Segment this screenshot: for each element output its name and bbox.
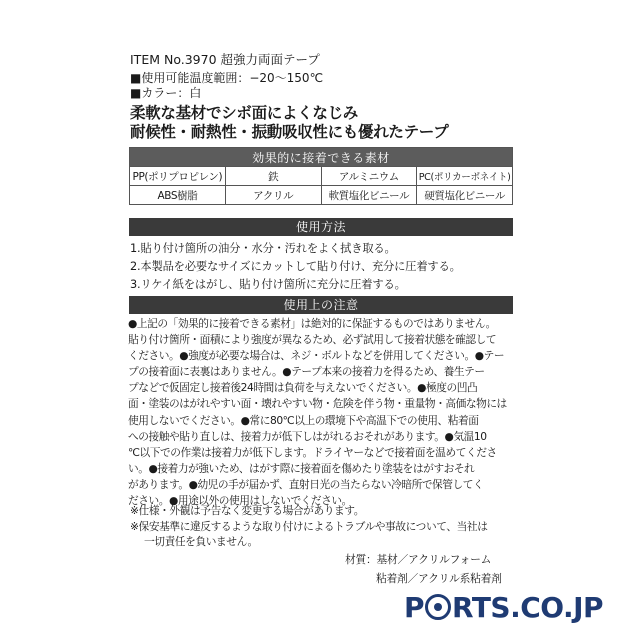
caution-line: い。●接着力が強いため、はがす際に接着面を傷めたり塗装をはがすおそれ <box>128 461 475 475</box>
logo-text-left: P <box>404 591 425 624</box>
table-cell: PC(ポリカーボネイト) <box>417 167 513 186</box>
caution-line: ℃以下での作業は接着力が低下します。ドライヤーなどで接着面を温めてくださ <box>128 445 497 459</box>
table-cell: 軟質塩化ビニール <box>321 186 417 205</box>
table-cell: 鉄 <box>225 167 321 186</box>
caution-line: プの接着面に表裏はありません。●テープ本来の接着力を得るため、養生テー <box>128 365 485 379</box>
usage-section-title: 使用方法 <box>129 218 513 236</box>
caution-section-title: 使用上の注意 <box>129 296 513 314</box>
caution-line: ください。●強度が必要な場合は、ネジ・ボルトなどを併用してください。●テー <box>128 349 505 363</box>
logo-text-right: RTS.CO.JP <box>452 591 604 624</box>
item-title: ITEM No.3970 超強力両面テープ <box>130 52 320 67</box>
table-cell: アルミニウム <box>321 167 417 186</box>
parts-logo <box>404 588 603 628</box>
spec-temperature: ■使用可能温度範囲：−20〜150℃ <box>130 71 324 85</box>
spec-color: ■カラー：白 <box>130 86 202 100</box>
caution-text <box>128 316 515 509</box>
caution-line: ださい。●用途以外の使用はしないでください。 <box>128 494 352 508</box>
materials-table <box>129 147 513 205</box>
table-cell: PP(ポリプロピレン) <box>130 167 226 186</box>
material-base: 材質：基材／アクリルフォーム <box>345 553 492 566</box>
usage-step-1: 1.貼り付け箇所の油分・水分・汚れをよく拭き取る。 <box>130 242 396 255</box>
logo-at-icon <box>425 594 451 620</box>
note-liability-cont: 一切責任を負いません。 <box>144 535 258 548</box>
note-liability: ※保安基準に違反するような取り付けによるトラブルや事故について、当社は <box>130 520 488 533</box>
table-cell: 硬質塩化ビニール <box>417 186 513 205</box>
table-row <box>130 186 513 205</box>
materials-table-title: 効果的に接着できる素材 <box>130 148 513 167</box>
headline-line-1: 柔軟な基材でシボ面によくなじみ <box>130 104 359 122</box>
caution-line: があります。●幼児の手が届かず、直射日光の当たらない冷暗所で保管してく <box>128 477 484 491</box>
caution-line: ●上記の「効果的に接着できる素材」は絶対的に保証するものではありません。 <box>128 317 496 330</box>
caution-line: 面・塗装のはがれやすい面・壊れやすい物・危険を伴う物・重量物・高価な物には <box>128 397 507 411</box>
caution-line: への接触や貼り直しは、接着力が低下しはがれるおそれがあります。●気温10 <box>128 429 487 443</box>
table-cell: アクリル <box>225 186 321 205</box>
caution-line: プなどで仮固定し接着後24時間は負荷を与えないでください。●極度の凹凸 <box>128 381 478 395</box>
table-cell: ABS樹脂 <box>130 186 226 205</box>
note-spec-change: ※仕様・外観は予告なく変更する場合があります。 <box>130 504 365 517</box>
headline-line-2: 耐候性・耐熱性・振動吸収性にも優れたテープ <box>130 123 449 141</box>
caution-line: 使用しないでください。●常に80℃以上の環境下や高温下での使用、粘着面 <box>128 413 479 427</box>
table-row <box>130 167 513 186</box>
usage-step-2: 2.本製品を必要なサイズにカットして貼り付け、充分に圧着する。 <box>130 260 461 273</box>
caution-line: 貼り付け箇所・面積により強度が異なるため、必ず試用して接着状態を確認して <box>128 333 497 347</box>
material-adhesive: 粘着剤／アクリル系粘着剤 <box>376 572 502 585</box>
usage-step-3: 3.リケイ紙をはがし、貼り付け箇所に充分に圧着する。 <box>130 278 406 291</box>
